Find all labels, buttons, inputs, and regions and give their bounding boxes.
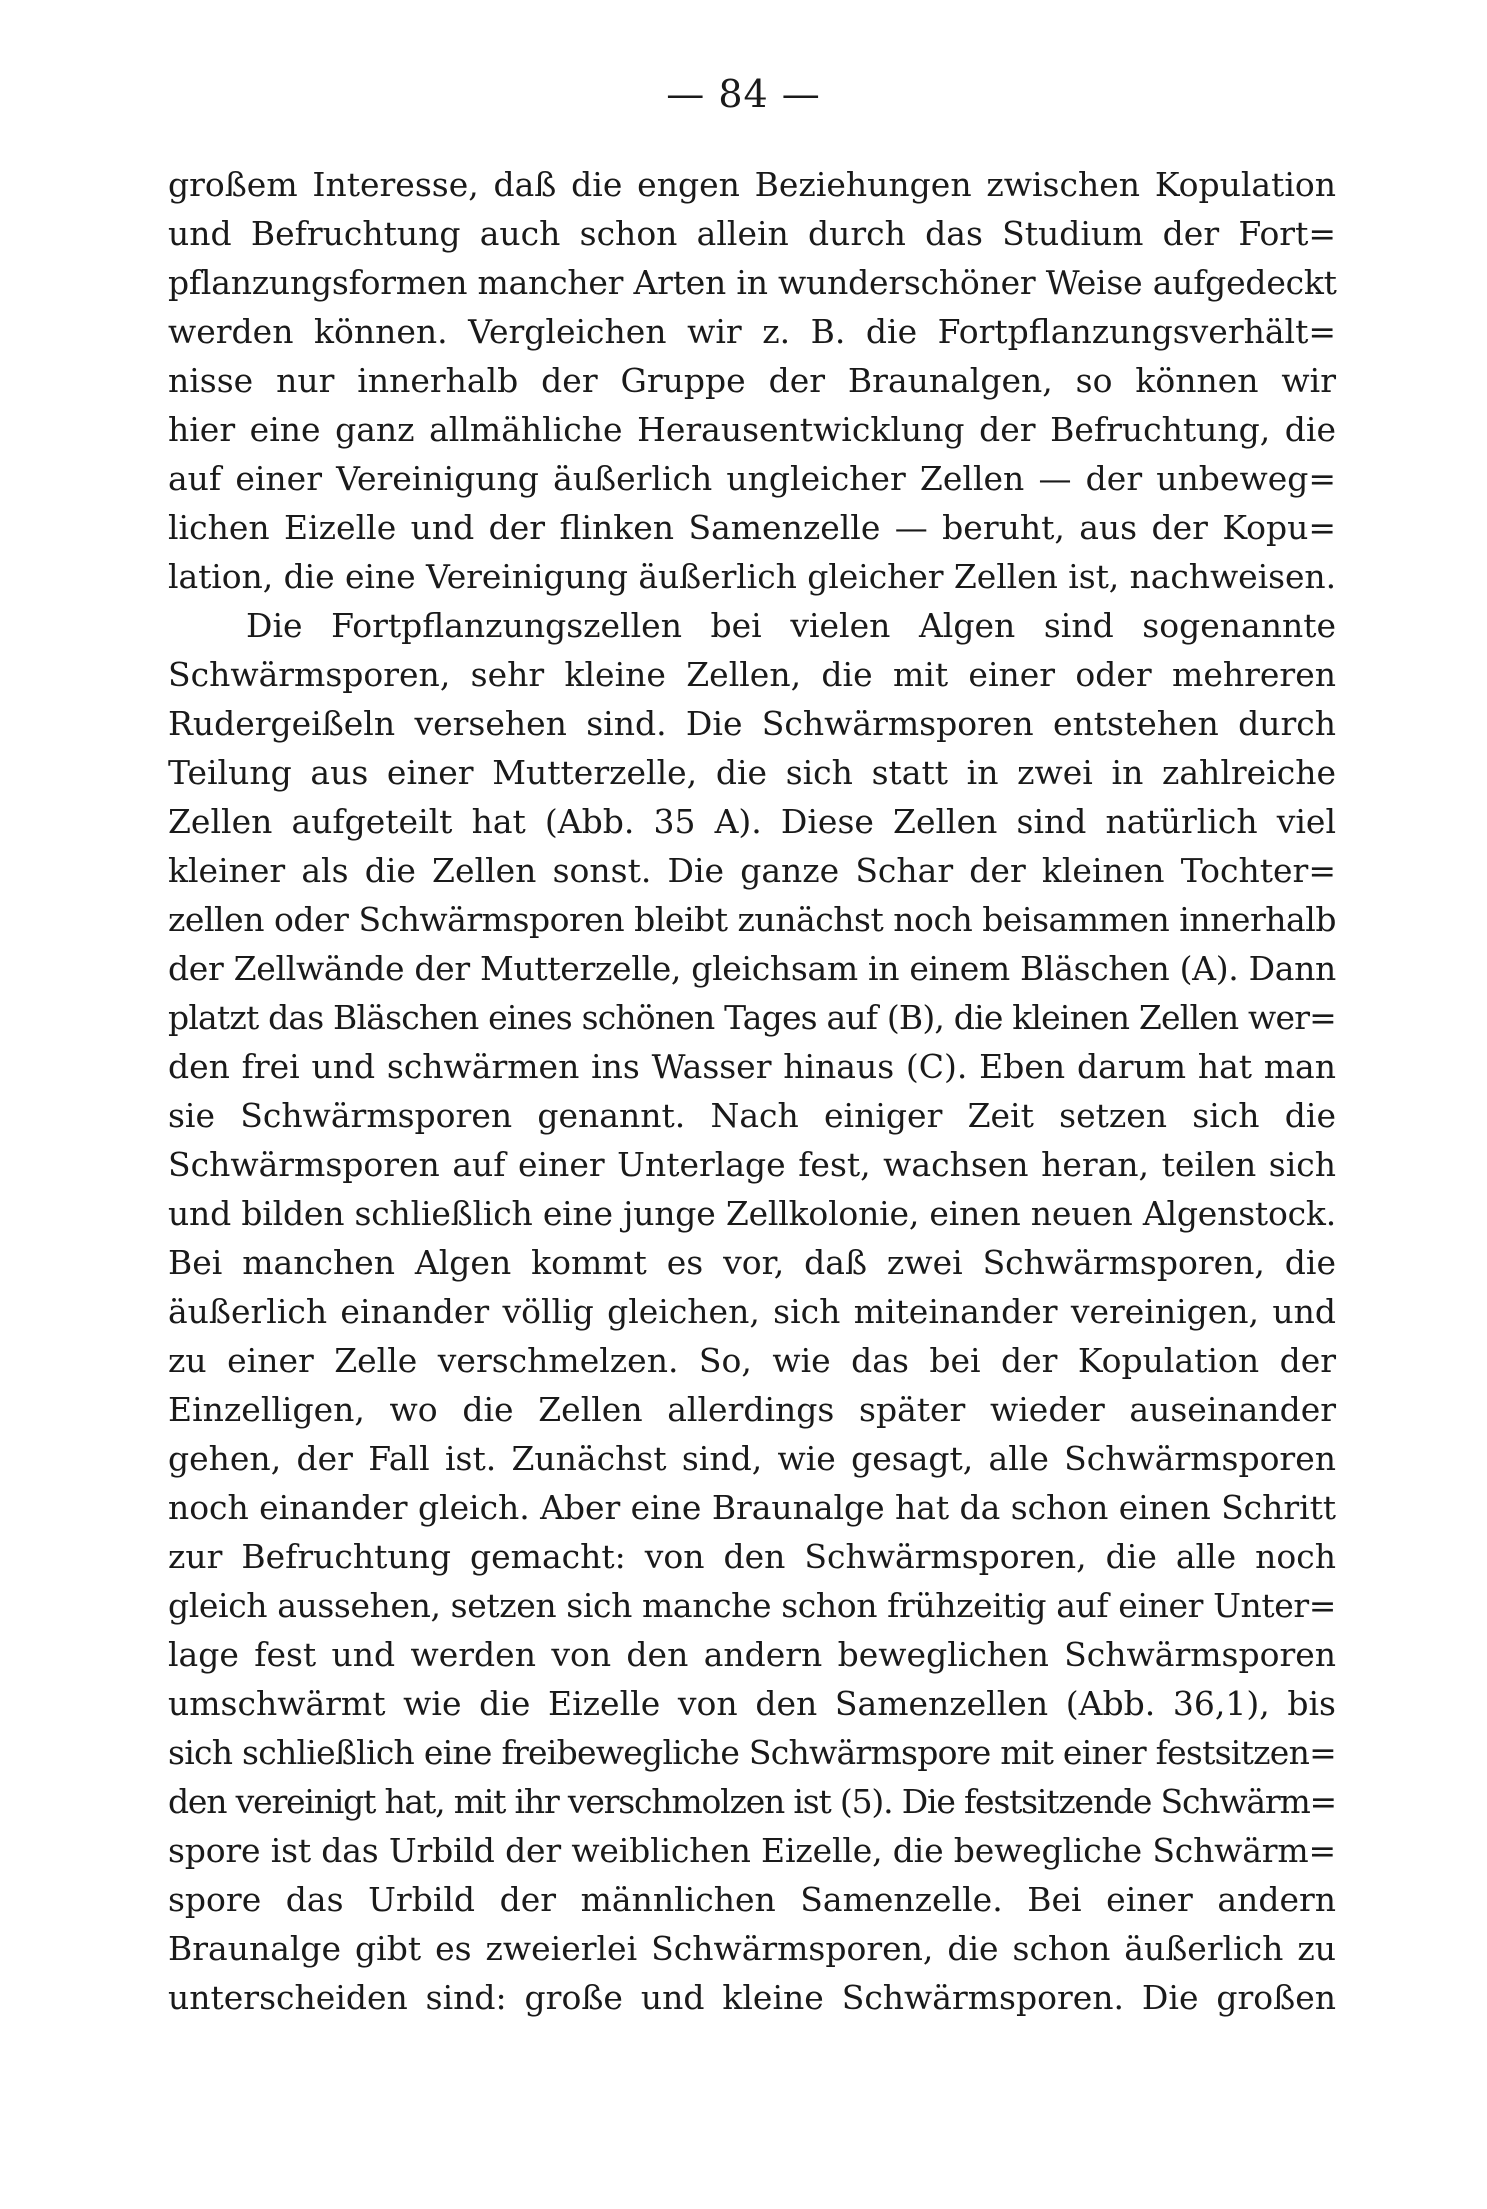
text-line: der Zellwände der Mutterzelle, gleichsam in einem Bläschen (A). Dann	[168, 949, 1336, 988]
text-line: großem Interesse, daß die engen Beziehungen zwischen Kopulation	[168, 165, 1336, 204]
text-line: kleiner als die Zellen sonst. Die ganze Schar der kleinen Tochter=	[168, 851, 1336, 890]
text-line: umschwärmt wie die Eizelle von den Samenzellen (Abb. 36,1), bis	[168, 1684, 1336, 1723]
text-line: sich schließlich eine freibewegliche Schwärmspore mit einer festsitzen=	[168, 1733, 1336, 1772]
text-line: Braunalge gibt es zweierlei Schwärmsporen, die schon äußerlich zu	[168, 1929, 1336, 1968]
text-line: lation, die eine Vereinigung äußerlich gleicher Zellen ist, nachweisen.	[168, 557, 1336, 596]
text-line: lichen Eizelle und der flinken Samenzelle — beruht, aus der Kopu=	[168, 508, 1336, 547]
text-line: Teilung aus einer Mutterzelle, die sich statt in zwei in zahlreiche	[168, 753, 1336, 792]
text-line: gleich aussehen, setzen sich manche schon frühzeitig auf einer Unter=	[168, 1586, 1337, 1625]
text-line: Schwärmsporen auf einer Unterlage fest, wachsen heran, teilen sich	[168, 1145, 1336, 1184]
text-line: unterscheiden sind: große und kleine Schwärmsporen. Die großen	[168, 1978, 1336, 2017]
body-text	[168, 160, 1336, 2022]
text-line: pflanzungsformen mancher Arten in wunderschöner Weise aufgedeckt	[168, 263, 1337, 302]
text-line: Rudergeißeln versehen sind. Die Schwärmsporen entstehen durch	[168, 704, 1336, 743]
text-line: zu einer Zelle verschmelzen. So, wie das bei der Kopulation der	[168, 1341, 1336, 1380]
text-line: Einzelligen, wo die Zellen allerdings später wieder auseinander	[168, 1390, 1336, 1429]
text-line: hier eine ganz allmähliche Herausentwicklung der Befruchtung, die	[168, 410, 1336, 449]
text-line: zur Befruchtung gemacht: von den Schwärmsporen, die alle noch	[168, 1537, 1336, 1576]
text-line: spore ist das Urbild der weiblichen Eizelle, die bewegliche Schwärm=	[168, 1831, 1336, 1870]
text-line: nisse nur innerhalb der Gruppe der Braunalgen, so können wir	[168, 361, 1336, 400]
text-line: äußerlich einander völlig gleichen, sich miteinander vereinigen, und	[168, 1292, 1336, 1331]
text-line: lage fest und werden von den andern beweglichen Schwärmsporen	[168, 1635, 1336, 1674]
text-line: sie Schwärmsporen genannt. Nach einiger Zeit setzen sich die	[168, 1096, 1336, 1135]
text-line: werden können. Vergleichen wir z. B. die Fortpflanzungsverhält=	[168, 312, 1336, 351]
text-line: den frei und schwärmen ins Wasser hinaus (C). Eben darum hat man	[168, 1047, 1336, 1086]
text-line: zellen oder Schwärmsporen bleibt zunächst noch beisammen innerhalb	[168, 900, 1336, 939]
text-line: Zellen aufgeteilt hat (Abb. 35 A). Diese Zellen sind natürlich viel	[168, 802, 1336, 841]
paragraph-start-line: Die Fortpflanzungszellen bei vielen Algen sind sogenannte	[246, 606, 1336, 645]
text-line: den vereinigt hat, mit ihr verschmolzen ist (5). Die festsitzende Schwärm=	[168, 1782, 1337, 1821]
text-line: gehen, der Fall ist. Zunächst sind, wie gesagt, alle Schwärmsporen	[168, 1439, 1336, 1478]
text-line: und bilden schließlich eine junge Zellkolonie, einen neuen Algenstock.	[168, 1194, 1337, 1233]
text-line: Bei manchen Algen kommt es vor, daß zwei Schwärmsporen, die	[168, 1243, 1336, 1282]
page-number: — 84 —	[666, 72, 821, 116]
text-line: platzt das Bläschen eines schönen Tages auf (B), die kleinen Zellen wer=	[168, 998, 1336, 1037]
text-line: Schwärmsporen, sehr kleine Zellen, die mit einer oder mehreren	[168, 655, 1336, 694]
text-line: noch einander gleich. Aber eine Braunalge hat da schon einen Schritt	[168, 1488, 1337, 1527]
text-line: und Befruchtung auch schon allein durch das Studium der Fort=	[168, 214, 1336, 253]
text-line: auf einer Vereinigung äußerlich ungleicher Zellen — der unbeweg=	[168, 459, 1336, 498]
text-line: spore das Urbild der männlichen Samenzelle. Bei einer andern	[168, 1880, 1336, 1919]
